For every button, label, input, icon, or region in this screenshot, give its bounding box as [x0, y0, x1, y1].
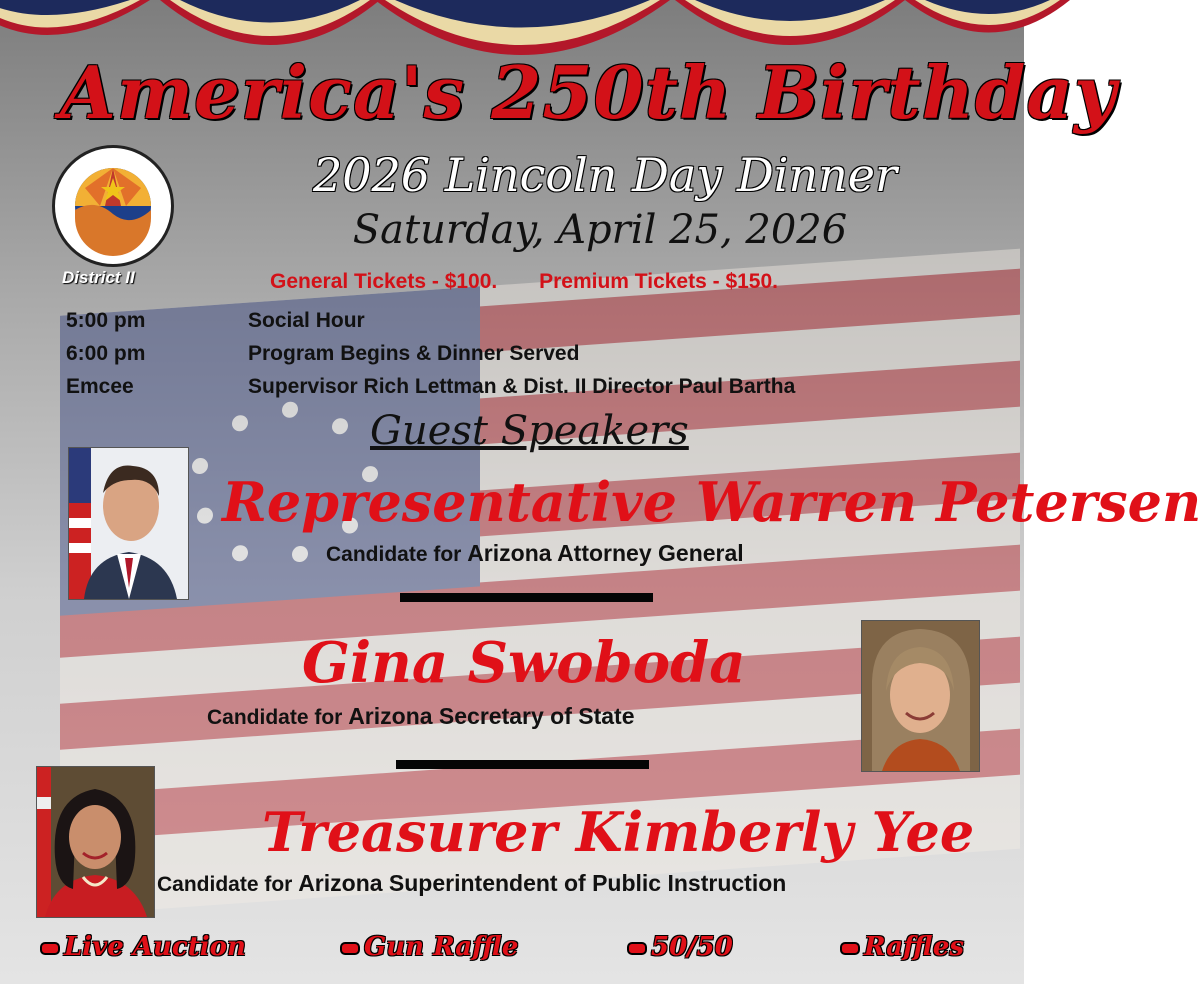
speaker-name: Gina Swoboda: [302, 630, 746, 696]
event-date: Saturday, April 25, 2026: [352, 207, 848, 253]
headline: America's 250th Birthday: [60, 50, 1117, 135]
schedule-row: [66, 339, 795, 372]
feature-label: Gun Raffle: [364, 932, 519, 962]
speaker-name: Treasurer Kimberly Yee: [262, 800, 975, 864]
speaker-role: [207, 703, 635, 730]
speaker-photo-kimberly-yee: [36, 766, 155, 918]
speaker-photo-gina-swoboda: [861, 620, 980, 772]
ticket-prices: [270, 270, 778, 294]
feature-label: Live Auction: [64, 932, 246, 962]
speaker-role-prefix: Candidate for: [207, 706, 349, 729]
speaker-role-office: Arizona Superintendent of Public Instruction: [298, 870, 787, 896]
bullet-icon: [627, 942, 647, 955]
speaker-role-prefix: Candidate for: [326, 543, 468, 566]
divider: [400, 593, 653, 602]
speaker-role-office: Arizona Attorney General: [467, 540, 744, 566]
bullet-icon: [340, 942, 360, 955]
event-subtitle: 2026 Lincoln Day Dinner: [313, 148, 897, 202]
schedule: [66, 306, 795, 405]
event-features: [0, 932, 1024, 976]
premium-ticket-price: Premium Tickets - $150.: [539, 270, 778, 293]
feature-item: [627, 932, 733, 962]
bullet-icon: [840, 942, 860, 955]
feature-item: [840, 932, 964, 962]
speaker-role-prefix: Candidate for: [157, 873, 299, 896]
schedule-row: [66, 372, 795, 405]
schedule-row: [66, 306, 795, 339]
speaker-name: Representative Warren Petersen: [222, 470, 1201, 534]
schedule-time: Emcee: [66, 375, 134, 398]
speaker-photo-warren-petersen: [68, 447, 189, 600]
feature-item: [40, 932, 246, 962]
speaker-role: [326, 540, 744, 567]
district-label: District II: [62, 268, 135, 287]
guest-speakers-heading: Guest Speakers: [370, 408, 689, 454]
feature-label: 50/50: [651, 932, 733, 962]
bullet-icon: [40, 942, 60, 955]
schedule-event: Program Begins & Dinner Served: [248, 342, 580, 365]
divider: [396, 760, 649, 769]
schedule-event: Social Hour: [248, 309, 365, 332]
feature-label: Raffles: [864, 932, 965, 962]
schedule-event: Supervisor Rich Lettman & Dist. II Director Paul Bartha: [248, 375, 796, 398]
feature-item: [340, 932, 518, 962]
speaker-role: [157, 870, 786, 897]
schedule-time: 6:00 pm: [66, 342, 146, 365]
schedule-time: 5:00 pm: [66, 309, 146, 332]
speaker-role-office: Arizona Secretary of State: [348, 703, 635, 729]
mohave-county-gop-logo: [52, 145, 174, 267]
general-ticket-price: General Tickets - $100.: [270, 270, 498, 293]
